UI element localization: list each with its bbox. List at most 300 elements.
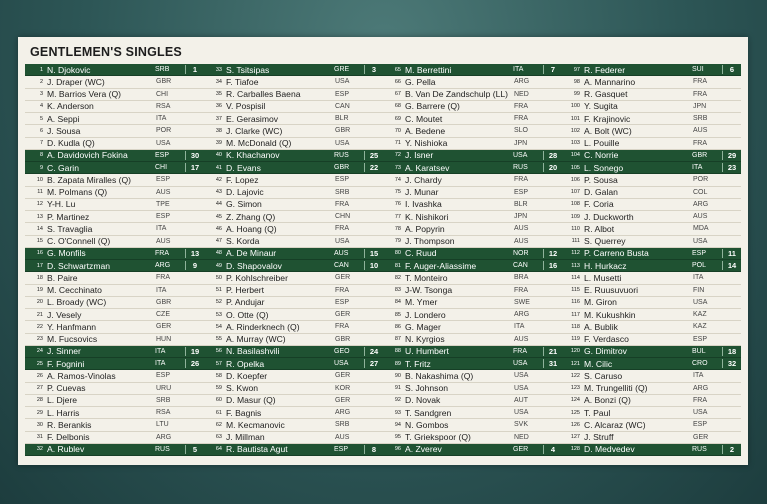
country-code: CAN <box>334 262 349 270</box>
country-code: ESP <box>693 335 708 343</box>
country-code: MDA <box>693 225 709 233</box>
player-row <box>25 174 204 186</box>
draw-position: 119 <box>571 336 580 343</box>
draw-title: GENTLEMEN'S SINGLES <box>30 45 182 59</box>
seeded-player-row <box>204 260 383 272</box>
player-name: M. Kukushkin <box>584 309 636 320</box>
draw-position: 79 <box>394 238 401 245</box>
player-row <box>562 334 741 346</box>
draw-position: 103 <box>570 140 580 147</box>
player-row <box>562 407 741 419</box>
player-name: A. Bolt (WC) <box>584 125 632 136</box>
player-name: A. Hoang (Q) <box>226 223 277 234</box>
player-name: T. Griekspoor (Q) <box>405 432 471 443</box>
player-name: N. Kyrgios <box>405 334 445 345</box>
country-code: AUS <box>514 335 529 343</box>
country-code: ITA <box>156 286 167 294</box>
country-code: GBR <box>156 298 172 306</box>
player-row <box>25 236 204 248</box>
country-code: ESP <box>693 421 708 429</box>
player-row <box>204 125 383 137</box>
player-row <box>562 138 741 150</box>
country-code: KOR <box>335 384 351 392</box>
player-name: C. Moutet <box>405 113 443 124</box>
player-row <box>562 297 741 309</box>
seed-number: 25 <box>364 151 383 160</box>
draw-position: 84 <box>394 299 401 306</box>
player-row <box>383 407 562 419</box>
draw-position: 39 <box>215 140 222 147</box>
player-row <box>562 272 741 284</box>
draw-position: 118 <box>571 323 580 330</box>
country-code: RUS <box>155 445 170 453</box>
country-code: USA <box>335 78 350 86</box>
player-row <box>562 125 741 137</box>
draw-position: 120 <box>570 348 580 355</box>
draw-position: 100 <box>570 103 580 110</box>
seed-number: 22 <box>364 163 383 172</box>
country-code: SRB <box>335 421 350 429</box>
country-code: FRA <box>513 347 527 355</box>
country-code: SVK <box>514 421 529 429</box>
country-code: BLR <box>514 200 528 208</box>
draw-position: 43 <box>215 189 222 196</box>
country-code: NOR <box>513 249 529 257</box>
seeded-player-row <box>204 248 383 260</box>
player-name: J. Sinner <box>47 346 81 357</box>
player-row <box>204 334 383 346</box>
country-code: AUS <box>693 213 708 221</box>
country-code: COL <box>693 188 708 196</box>
country-code: CRO <box>692 360 708 368</box>
player-name: D. Lajovic <box>226 187 264 198</box>
player-row <box>25 138 204 150</box>
player-name: R. Bautista Agut <box>226 444 288 455</box>
draw-position: 10 <box>36 176 43 183</box>
player-name: Y. Hanfmann <box>47 321 97 332</box>
draw-position: 93 <box>394 409 401 416</box>
country-code: GER <box>693 433 709 441</box>
player-name: Z. Zhang (Q) <box>226 211 276 222</box>
seeded-player-row <box>25 260 204 272</box>
player-row <box>25 76 204 88</box>
player-row <box>383 309 562 321</box>
player-row <box>383 432 562 444</box>
seeded-player-row <box>562 358 741 370</box>
draw-position: 107 <box>570 189 580 196</box>
player-row <box>383 236 562 248</box>
country-code: FRA <box>693 139 707 147</box>
draw-position: 110 <box>571 225 580 232</box>
player-name: E. Gerasimov <box>226 113 279 124</box>
player-row <box>204 297 383 309</box>
country-code: GER <box>156 323 172 331</box>
country-code: USA <box>693 298 708 306</box>
player-row <box>204 174 383 186</box>
draw-position: 34 <box>215 78 222 85</box>
player-name: J. Millman <box>226 432 265 443</box>
player-row <box>204 321 383 333</box>
player-name: L. Djere <box>47 395 78 406</box>
player-name: I. Ivashka <box>405 199 442 210</box>
country-code: FRA <box>693 90 707 98</box>
country-code: FIN <box>693 286 705 294</box>
draw-position: 55 <box>215 336 222 343</box>
draw-position: 57 <box>215 360 222 367</box>
draw-position: 70 <box>394 127 401 134</box>
player-row <box>383 199 562 211</box>
player-name: C. Garin <box>47 162 79 173</box>
player-row <box>383 101 562 113</box>
seed-number: 23 <box>722 163 741 172</box>
draw-position: 115 <box>571 287 580 294</box>
draw-position: 4 <box>39 103 43 110</box>
draw-position: 104 <box>570 152 580 159</box>
draw-position: 17 <box>36 262 43 269</box>
country-code: BRA <box>514 274 529 282</box>
player-row <box>25 309 204 321</box>
player-name: O. Otte (Q) <box>226 309 269 320</box>
player-name: R. Opelka <box>226 358 265 369</box>
draw-position: 27 <box>36 385 43 392</box>
country-code: FRA <box>155 249 169 257</box>
player-name: M. Berrettini <box>405 64 452 75</box>
draw-position: 53 <box>215 311 222 318</box>
player-name: A. Bonzi (Q) <box>584 395 631 406</box>
player-name: F. Tiafoe <box>226 76 259 87</box>
country-code: ITA <box>513 66 524 74</box>
country-code: JPN <box>514 213 528 221</box>
draw-position: 52 <box>215 299 222 306</box>
draw-position: 30 <box>36 421 43 428</box>
seeded-player-row <box>204 150 383 162</box>
draw-position: 125 <box>570 409 580 416</box>
seeded-player-row <box>25 358 204 370</box>
country-code: CZE <box>156 311 170 319</box>
player-row <box>25 285 204 297</box>
country-code: FRA <box>335 323 349 331</box>
country-code: GER <box>335 372 351 380</box>
draw-position: 124 <box>570 397 580 404</box>
player-name: F. Lopez <box>226 174 259 185</box>
player-row <box>25 113 204 125</box>
draw-position: 21 <box>36 311 43 318</box>
country-code: GBR <box>335 335 351 343</box>
draw-position: 117 <box>571 311 580 318</box>
country-code: ESP <box>335 90 350 98</box>
draw-column <box>383 64 562 456</box>
draw-position: 32 <box>36 446 43 453</box>
country-code: FRA <box>335 200 349 208</box>
country-code: SWE <box>514 298 530 306</box>
player-name: K. Anderson <box>47 101 94 112</box>
player-row <box>25 272 204 284</box>
country-code: USA <box>334 360 349 368</box>
draw-position: 74 <box>394 176 401 183</box>
player-row <box>204 272 383 284</box>
player-row <box>25 321 204 333</box>
player-name: J. Londero <box>405 309 446 320</box>
country-code: SUI <box>692 66 704 74</box>
country-code: ESP <box>156 372 171 380</box>
draw-position: 108 <box>570 201 580 208</box>
player-name: S. Kwon <box>226 383 259 394</box>
country-code: POR <box>693 176 709 184</box>
player-name: P. Cuevas <box>47 383 86 394</box>
player-name: D. Novak <box>405 395 441 406</box>
country-code: CHI <box>156 90 169 98</box>
player-name: E. Ruusuvuori <box>584 285 638 296</box>
draw-position: 62 <box>215 421 222 428</box>
seed-number: 11 <box>722 249 741 258</box>
player-row <box>204 309 383 321</box>
seeded-player-row <box>204 64 383 76</box>
country-code: ARG <box>693 200 709 208</box>
player-name: P. Andujar <box>226 297 265 308</box>
player-row <box>25 334 204 346</box>
seeded-player-row <box>562 162 741 174</box>
player-name: A. Karatsev <box>405 162 450 173</box>
player-name: J-W. Tsonga <box>405 285 453 296</box>
country-code: ITA <box>693 372 704 380</box>
draw-position: 111 <box>571 238 580 245</box>
player-row <box>562 383 741 395</box>
draw-position: 50 <box>215 274 222 281</box>
country-code: ESP <box>335 176 350 184</box>
player-name: T. Paul <box>584 407 611 418</box>
player-name: D. Kudla (Q) <box>47 138 95 149</box>
player-name: A. Bublik <box>584 321 618 332</box>
player-name: G. Monfils <box>47 248 86 259</box>
country-code: ARG <box>156 433 172 441</box>
player-name: L. Sonego <box>584 162 624 173</box>
seed-number: 10 <box>364 261 383 270</box>
country-code: GRE <box>334 66 350 74</box>
player-name: N. Djokovic <box>47 64 91 75</box>
player-name: Y. Nishioka <box>405 138 448 149</box>
country-code: AUS <box>514 225 529 233</box>
country-code: SRB <box>155 66 170 74</box>
draw-position: 42 <box>215 176 222 183</box>
player-row <box>562 223 741 235</box>
country-code: ESP <box>156 176 171 184</box>
country-code: HUN <box>156 335 172 343</box>
seed-number: 4 <box>543 445 562 454</box>
country-code: AUS <box>335 433 350 441</box>
country-code: USA <box>335 237 350 245</box>
player-name: A. Zverev <box>405 444 442 455</box>
player-name: D. Medvedev <box>584 444 635 455</box>
player-row <box>204 383 383 395</box>
country-code: SRB <box>335 188 350 196</box>
draw-position: 60 <box>215 397 222 404</box>
player-name: T. Sandgren <box>405 407 452 418</box>
country-code: FRA <box>156 274 170 282</box>
seed-number: 28 <box>543 151 562 160</box>
country-code: ITA <box>692 164 703 172</box>
draw-position: 114 <box>571 274 580 281</box>
seeded-player-row <box>562 64 741 76</box>
country-code: RSA <box>156 102 171 110</box>
player-name: D. Masur (Q) <box>226 395 276 406</box>
country-code: GBR <box>692 151 708 159</box>
seeded-player-row <box>204 346 383 358</box>
player-name: A. Mannarino <box>584 76 636 87</box>
draw-position: 47 <box>215 238 222 245</box>
seed-number: 5 <box>185 445 204 454</box>
player-row <box>25 432 204 444</box>
country-code: RUS <box>334 151 349 159</box>
player-row <box>383 138 562 150</box>
draw-position: 96 <box>394 446 401 453</box>
country-code: USA <box>156 139 171 147</box>
draw-position: 94 <box>394 421 401 428</box>
draw-position: 121 <box>570 360 580 367</box>
country-code: ESP <box>156 213 171 221</box>
draw-position: 31 <box>36 434 43 441</box>
country-code: SRB <box>156 396 171 404</box>
player-row <box>204 187 383 199</box>
country-code: CHN <box>335 213 351 221</box>
draw-position: 14 <box>36 225 43 232</box>
seed-number: 16 <box>543 261 562 270</box>
player-row <box>562 370 741 382</box>
country-code: AUS <box>693 127 708 135</box>
seeded-player-row <box>25 346 204 358</box>
seeded-player-row <box>25 248 204 260</box>
country-code: AUS <box>156 237 171 245</box>
draw-position: 75 <box>394 189 401 196</box>
player-name: A. De Minaur <box>226 248 277 259</box>
player-row <box>562 89 741 101</box>
player-name: D. Koepfer <box>226 370 268 381</box>
draw-position: 116 <box>571 299 580 306</box>
country-code: LTU <box>156 421 169 429</box>
player-row <box>383 419 562 431</box>
seeded-player-row <box>383 162 562 174</box>
draw-position: 26 <box>36 372 43 379</box>
country-code: BUL <box>692 347 706 355</box>
player-name: C. O'Connell (Q) <box>47 236 111 247</box>
draw-position: 38 <box>215 127 222 134</box>
player-name: A. Murray (WC) <box>226 334 286 345</box>
draw-position: 51 <box>215 287 222 294</box>
player-name: D. Galan <box>584 187 618 198</box>
player-name: F. Verdasco <box>584 334 629 345</box>
player-row <box>383 285 562 297</box>
country-code: AUS <box>334 249 349 257</box>
draw-position: 65 <box>394 66 401 73</box>
player-row <box>562 419 741 431</box>
player-name: N. Gombos <box>405 419 449 430</box>
draw-position: 112 <box>571 250 580 257</box>
seed-number: 9 <box>185 261 204 270</box>
player-name: J. Draper (WC) <box>47 76 105 87</box>
player-name: S. Caruso <box>584 370 623 381</box>
player-name: R. Federer <box>584 64 626 75</box>
country-code: ARG <box>335 409 351 417</box>
player-row <box>383 297 562 309</box>
seed-number: 32 <box>722 359 741 368</box>
player-row <box>562 309 741 321</box>
country-code: ITA <box>155 360 166 368</box>
draw-position: 63 <box>215 434 222 441</box>
country-code: FRA <box>335 225 349 233</box>
player-row <box>562 432 741 444</box>
draw-column <box>204 64 383 456</box>
player-name: L. Pouille <box>584 138 620 149</box>
player-name: D. Shapovalov <box>226 260 282 271</box>
player-name: L. Broady (WC) <box>47 297 107 308</box>
draw-column <box>562 64 741 456</box>
player-row <box>204 419 383 431</box>
country-code: POL <box>692 262 707 270</box>
seed-number: 6 <box>722 65 741 74</box>
player-row <box>204 285 383 297</box>
player-row <box>204 370 383 382</box>
country-code: CAN <box>513 262 528 270</box>
player-row <box>204 138 383 150</box>
country-code: USA <box>693 237 708 245</box>
player-row <box>383 211 562 223</box>
draw-position: 88 <box>394 348 401 355</box>
seed-number: 27 <box>364 359 383 368</box>
draw-position: 71 <box>394 140 401 147</box>
country-code: JPN <box>514 139 528 147</box>
country-code: FRA <box>514 115 528 123</box>
draw-position: 22 <box>36 323 43 330</box>
country-code: ITA <box>514 323 525 331</box>
country-code: ESP <box>155 151 170 159</box>
player-name: C. Norrie <box>584 150 619 161</box>
draw-position: 2 <box>39 78 43 85</box>
player-name: S. Querrey <box>584 236 626 247</box>
player-name: A. Popyrin <box>405 223 445 234</box>
country-code: USA <box>514 409 529 417</box>
draw-position: 23 <box>36 336 43 343</box>
player-row <box>204 199 383 211</box>
seeded-player-row <box>383 260 562 272</box>
player-name: M. Kecmanovic <box>226 419 285 430</box>
seeded-player-row <box>562 150 741 162</box>
player-row <box>204 101 383 113</box>
player-name: A. Seppi <box>47 113 80 124</box>
player-row <box>383 125 562 137</box>
draw-position: 56 <box>215 348 222 355</box>
draw-position: 25 <box>36 360 43 367</box>
draw-position: 106 <box>570 176 580 183</box>
player-row <box>383 383 562 395</box>
player-row <box>25 370 204 382</box>
draw-position: 54 <box>215 323 222 330</box>
player-row <box>25 89 204 101</box>
country-code: JPN <box>693 102 707 110</box>
player-name: P. Martinez <box>47 211 90 222</box>
player-row <box>383 223 562 235</box>
player-row <box>383 174 562 186</box>
draw-position: 87 <box>394 336 401 343</box>
seed-number: 29 <box>722 151 741 160</box>
player-name: N. Basilashvili <box>226 346 280 357</box>
player-row <box>562 285 741 297</box>
draw-position: 41 <box>215 164 222 171</box>
player-row <box>383 113 562 125</box>
draw-position: 69 <box>394 115 401 122</box>
draw-position: 126 <box>570 421 580 428</box>
draw-position: 11 <box>37 189 43 196</box>
seed-number: 12 <box>543 249 562 258</box>
player-name: J. Thompson <box>405 236 455 247</box>
